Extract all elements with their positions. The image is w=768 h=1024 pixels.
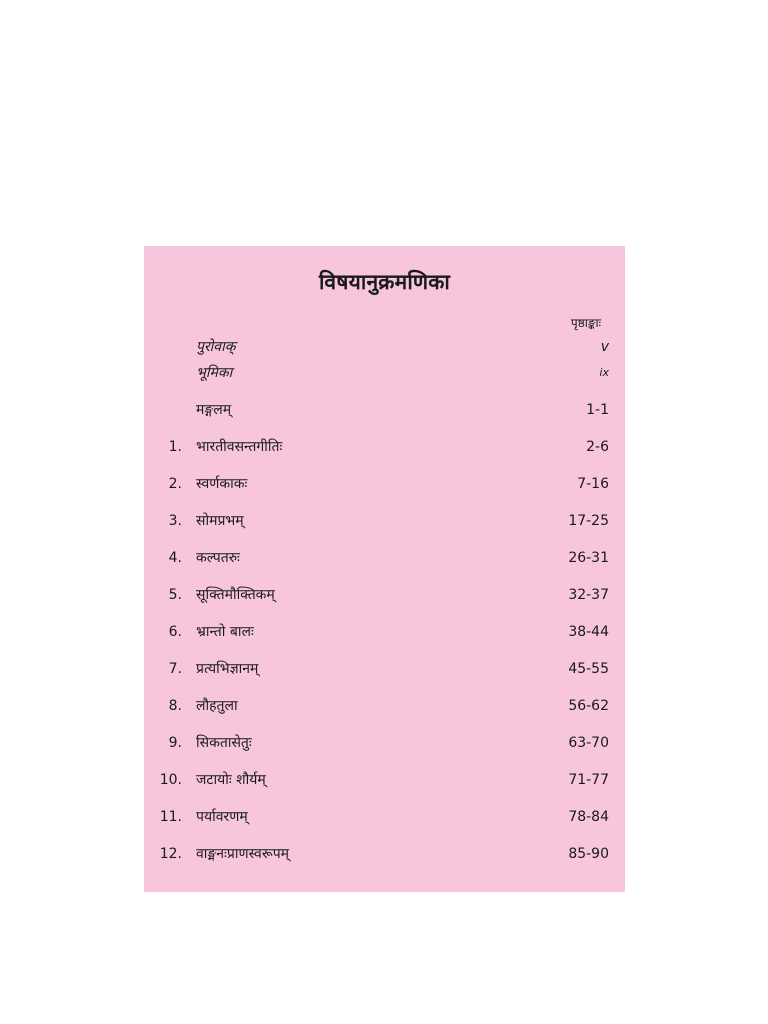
page-column-header: पृष्ठाङ्काः <box>570 316 601 330</box>
toc-entry-page: 26-31 <box>568 550 609 566</box>
toc-entry-number: 12. <box>159 846 182 862</box>
toc-entry-number: 1. <box>168 439 182 455</box>
toc-entry-number: 7. <box>168 661 182 677</box>
toc-entry-name: लौहतुला <box>196 698 238 714</box>
toc-entry-name: कल्पतरुः <box>196 550 240 566</box>
toc-entry-name: भ्रान्तो बालः <box>196 624 254 640</box>
toc-entry-number: 2. <box>168 476 182 492</box>
toc-entry-page: 2-6 <box>586 439 609 455</box>
toc-entry-name: पुरोवाक् <box>196 339 236 355</box>
toc-row-chapter[interactable] <box>144 547 625 569</box>
toc-entry-number: 8. <box>168 698 182 714</box>
toc-entry-name: सिकतासेतुः <box>196 735 252 751</box>
toc-entry-page: 7-16 <box>577 476 609 492</box>
toc-row-chapter[interactable] <box>144 436 625 458</box>
toc-entry-number: 3. <box>168 513 182 529</box>
toc-entry-page: 45-55 <box>568 661 609 677</box>
toc-row-chapter[interactable] <box>144 510 625 532</box>
toc-row-chapter[interactable] <box>144 473 625 495</box>
toc-row-front-matter[interactable] <box>144 362 625 384</box>
toc-entry-name: सोमप्रभम् <box>196 513 244 529</box>
toc-entry-number: 5. <box>168 587 182 603</box>
toc-entry-number: 10. <box>159 772 182 788</box>
toc-row-chapter[interactable] <box>144 695 625 717</box>
toc-entry-number: 4. <box>168 550 182 566</box>
toc-entry-name: भारतीवसन्तगीतिः <box>196 439 283 455</box>
toc-row-chapter[interactable] <box>144 769 625 791</box>
toc-entry-name: स्वर्णकाकः <box>196 476 248 492</box>
toc-entry-page: 71-77 <box>568 772 609 788</box>
toc-panel <box>144 246 625 892</box>
toc-entry-name: भूमिका <box>196 365 233 381</box>
toc-title: विषयानुक्रमणिका <box>318 270 450 294</box>
toc-row-chapter[interactable] <box>144 584 625 606</box>
toc-entry-number: 11. <box>159 809 182 825</box>
toc-entry-page: 56-62 <box>568 698 609 714</box>
toc-entry-page: 85-90 <box>568 846 609 862</box>
toc-row-chapter[interactable] <box>144 621 625 643</box>
toc-entry-page: 1-1 <box>586 402 609 418</box>
toc-entry-name: वाङ्मनःप्राणस्वरूपम् <box>196 846 290 862</box>
toc-row-invocation[interactable] <box>144 399 625 421</box>
toc-entry-page: 17-25 <box>568 513 609 529</box>
toc-entry-page: 38-44 <box>568 624 609 640</box>
toc-entry-page: 32-37 <box>568 587 609 603</box>
toc-entry-page: 63-70 <box>568 735 609 751</box>
toc-row-chapter[interactable] <box>144 658 625 680</box>
toc-entry-name: सूक्तिमौक्तिकम् <box>196 587 275 603</box>
toc-entry-name: मङ्गलम् <box>196 402 232 418</box>
toc-entry-page: ix <box>599 366 609 379</box>
toc-entry-name: पर्यावरणम् <box>196 809 248 825</box>
toc-entry-name: जटायोः शौर्यम् <box>196 772 266 788</box>
toc-entry-name: प्रत्यभिज्ञानम् <box>196 661 259 677</box>
toc-row-front-matter[interactable] <box>144 336 625 358</box>
toc-row-chapter[interactable] <box>144 843 625 865</box>
toc-entry-page: 78-84 <box>568 809 609 825</box>
toc-row-chapter[interactable] <box>144 732 625 754</box>
toc-entry-number: 9. <box>168 735 182 751</box>
toc-entry-number: 6. <box>168 624 182 640</box>
toc-row-chapter[interactable] <box>144 806 625 828</box>
toc-entry-page: v <box>600 339 609 355</box>
